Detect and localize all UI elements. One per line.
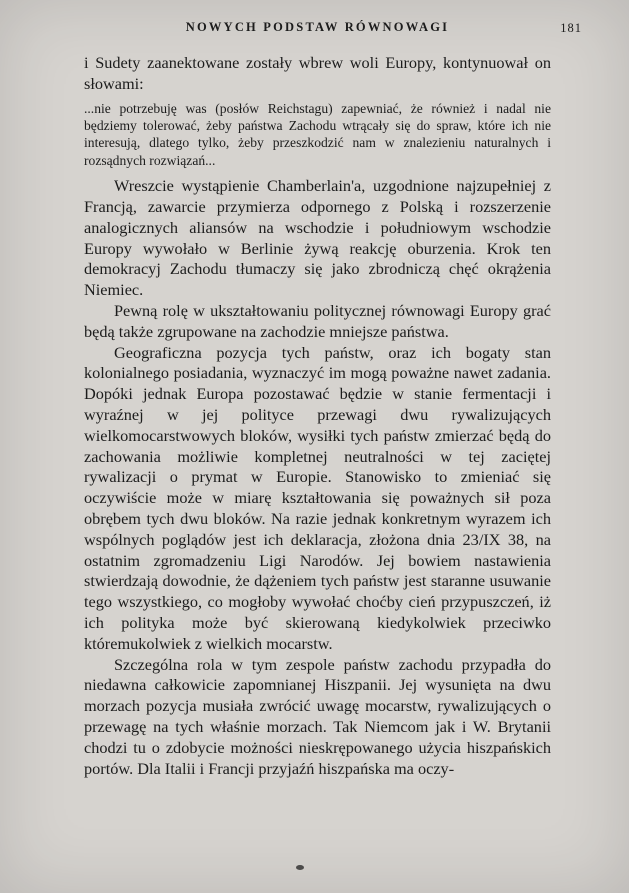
paragraph: Pewną rolę w ukształtowaniu politycznej równowagi Europy grać będą także zgrupowane na zachodzie mniejsze państwa. xyxy=(84,301,551,341)
paragraph-continuation: i Sudety zaanektowane zostały wbrew woli Europy, kontynuował on słowami: xyxy=(84,53,551,93)
paragraph: Wreszcie wystąpienie Chamberlain'a, uzgodnione najzupełniej z Francją, zawarcie przymierza odpornego z Polską i rozszerzenie analogicznych aliansów na wschodzie i południowym wschodzie Europy wywołało w Berlinie żywą reakcję oburzenia. Krok ten demokracyj Zachodu tłumaczy się jako zbrodniczą chęć okrążenia Niemiec. xyxy=(84,176,551,300)
paragraph: Geograficzna pozycja tych państw, oraz ich bogaty stan kolonialnego posiadania, wyznaczyć im mogą poważne nawet zadania. Dopóki jednak Europa pozostawać będzie w stanie fermentacji i wyraźnej w jej polityce przewagi dwu rywalizujących wielkomocarstwowych bloków, wysiłki tych państw zmierzać będą do zachowania możliwie kompletnej neutralności w tej zaciętej rywalizacji o prymat w Europie. Stanowisko to zmieniać się oczywiście może w miarę kształtowania się poważnych sił poza obrębem tych dwu bloków. Na razie jednak konkretnym wyrazem ich wspólnych poglądów jest ich deklaracja, złożona dnia 23/IX 38, na ostatnim zgromadzeniu Ligi Narodów. Jej bowiem nastawienia stwierdzają dowodnie, że dążeniem tych państw jest staranne usuwanie tego wszystkiego, co mogłoby wywołać choćby cień przypuszczeń, iż ich polityka może być skierowaną kiedykolwiek przeciwko któremukolwiek z wielkich mocarstw. xyxy=(84,342,551,653)
block-quote: ...nie potrzebuję was (posłów Reichstagu) zapewniać, że również i nadal nie będziemy tolerować, żeby państwa Zachodu wtrącały się do spraw, które ich nie interesują, dlatego tylko, żeby przeszkodzić nam w znalezieniu naturalnych i rozsądnych rozwiązań... xyxy=(84,100,551,168)
page-header xyxy=(84,20,582,40)
running-title: NOWYCH PODSTAW RÓWNOWAGI xyxy=(185,20,450,34)
scan-speck xyxy=(296,865,304,870)
page-number: 181 xyxy=(560,21,582,35)
paragraph: Szczególna rola w tym zespole państw zachodu przypadła do niedawna całkowicie zapomnianej Hiszpanii. Jej wysunięta na dwu morzach pozycja musiała zwrócić uwagę mocarstw, rywalizujących o przewagę na tych właśnie morzach. Tak Niemcom jak i W. Brytanii chodzi tu o zdobycie możności nieskrępowanego użycia hiszpańskich portów. Dla Italii i Francji przyjaźń hiszpańska ma oczy- xyxy=(84,654,551,778)
